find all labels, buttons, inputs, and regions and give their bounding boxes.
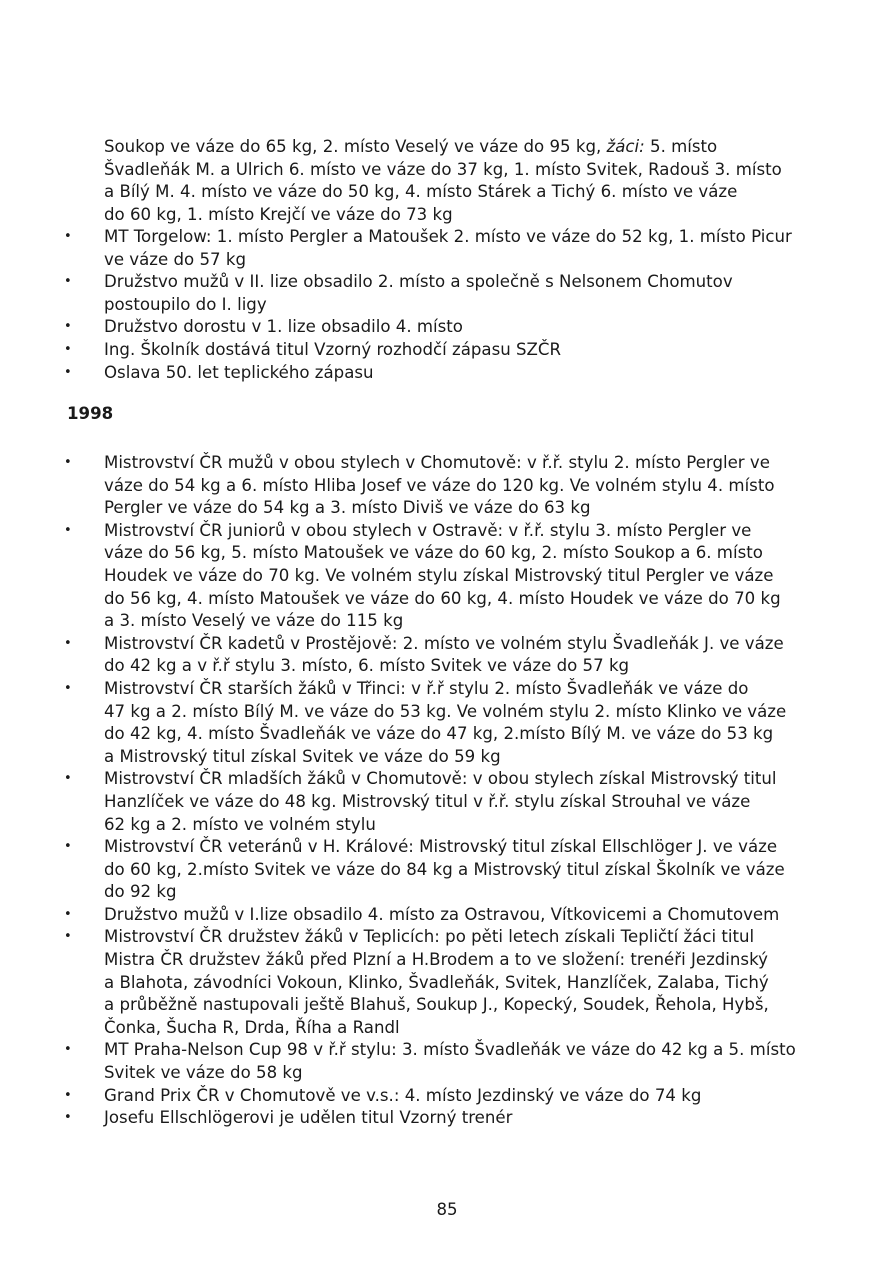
text-line: Oslava 50. let teplického zápasu <box>104 362 374 382</box>
list-item <box>64 836 834 904</box>
text-line: Mistrovství ČR juniorů v obou stylech v Ostravě: v ř.ř. stylu 3. místo Pergler ve <box>104 520 752 540</box>
bullet-icon: • <box>64 1110 72 1126</box>
text-line: Mistrovství ČR mladších žáků v Chomutově: v obou stylech získal Mistrovský titul <box>104 769 777 789</box>
list-item <box>64 339 834 362</box>
list-item <box>64 678 834 768</box>
text-line: Josefu Ellschlögerovi je udělen titul Vzorný trenér <box>104 1108 513 1128</box>
text-line: 47 kg a 2. místo Bílý M. ve váze do 53 kg. Ve volném stylu 2. místo Klinko ve váze <box>104 701 787 721</box>
text-line: a průběžně nastupovali ještě Blahuš, Soukup J., Kopecký, Soudek, Řehola, Hybš, <box>104 995 769 1015</box>
text-line: 62 kg a 2. místo ve volném stylu <box>104 814 376 834</box>
bullet-icon: • <box>64 1087 72 1103</box>
text-line: Soukop ve váze do 65 kg, 2. místo Veselý ve váze do 95 kg, žáci: 5. místo <box>104 137 718 156</box>
list-item <box>64 633 834 678</box>
text-line: Mistrovství ČR kadetů v Prostějově: 2. místo ve volném stylu Švadleňák J. ve váze <box>104 633 784 653</box>
bullet-icon: • <box>64 771 72 787</box>
text-line: a 3. místo Veselý ve váze do 115 kg <box>104 611 404 631</box>
list-item <box>64 271 834 316</box>
bullet-icon: • <box>64 319 72 335</box>
text-line: do 92 kg <box>104 882 177 902</box>
text-line: do 60 kg, 1. místo Krejčí ve váze do 73 kg <box>104 204 453 224</box>
text-line: a Blahota, závodníci Vokoun, Klinko, Švadleňák, Svitek, Hanzlíček, Zalaba, Tichý <box>104 972 769 992</box>
list-item <box>64 226 834 271</box>
bullet-icon: • <box>64 274 72 290</box>
text-line: Mistrovství ČR starších žáků v Třinci: v ř.ř stylu 2. místo Švadleňák ve váze do <box>104 678 749 698</box>
text-line: Hanzlíček ve váze do 48 kg. Mistrovský titul v ř.ř. stylu získal Strouhal ve váze <box>104 791 751 811</box>
text-line: Ing. Školník dostává titul Vzorný rozhodčí zápasu SZČR <box>104 339 562 359</box>
text-line: Houdek ve váze do 70 kg. Ve volném stylu získal Mistrovský titul Pergler ve váze <box>104 565 774 585</box>
bullet-icon: • <box>64 635 72 651</box>
text-line: Pergler ve váze do 54 kg a 3. místo Diviš ve váze do 63 kg <box>104 498 591 518</box>
text-line: váze do 56 kg, 5. místo Matoušek ve váze do 60 kg, 2. místo Soukop a 6. místo <box>104 543 763 563</box>
text-line: Švadleňák M. a Ulrich 6. místo ve váze do 37 kg, 1. místo Svitek, Radouš 3. místo <box>104 159 782 179</box>
achievements-list-1998 <box>64 452 834 1130</box>
list-item <box>64 926 834 1039</box>
bullet-icon: • <box>64 341 72 357</box>
list-item <box>64 362 834 385</box>
list-item <box>64 1085 834 1108</box>
text-line: Mistrovství ČR mužů v obou stylech v Chomutově: v ř.ř. stylu 2. místo Pergler ve <box>104 453 770 472</box>
text-line: do 42 kg a v ř.ř stylu 3. místo, 6. místo Svitek ve váze do 57 kg <box>104 656 630 676</box>
year-heading: 1998 <box>67 404 114 423</box>
bullet-icon: • <box>64 455 72 470</box>
text-line: a Mistrovský titul získal Svitek ve váze do 59 kg <box>104 746 501 766</box>
list-item <box>64 1039 834 1084</box>
list-item <box>64 316 834 339</box>
list-item <box>64 1107 834 1130</box>
bullet-icon: • <box>64 522 72 538</box>
text-line: Družstvo mužů v II. lize obsadilo 2. místo a společně s Nelsonem Chomutov <box>104 272 733 292</box>
list-item <box>64 768 834 836</box>
bullet-icon: • <box>64 680 72 696</box>
bullet-icon: • <box>64 839 72 855</box>
text-line: ve váze do 57 kg <box>104 249 246 269</box>
page-number: 85 <box>436 1200 458 1219</box>
bullet-icon: • <box>64 229 72 244</box>
bullet-icon: • <box>64 929 72 945</box>
text-line: váze do 54 kg a 6. místo Hliba Josef ve váze do 120 kg. Ve volném stylu 4. místo <box>104 475 775 495</box>
text-line: Svitek ve váze do 58 kg <box>104 1063 303 1083</box>
text-line: do 56 kg, 4. místo Matoušek ve váze do 60 kg, 4. místo Houdek ve váze do 70 kg <box>104 588 781 608</box>
text-line: a Bílý M. 4. místo ve váze do 50 kg, 4. místo Stárek a Tichý 6. místo ve váze <box>104 182 738 202</box>
bullet-icon: • <box>64 364 72 380</box>
text-line: Mistrovství ČR družstev žáků v Teplicích: po pěti letech získali Tepličtí žáci titul <box>104 927 755 947</box>
list-item <box>64 452 834 520</box>
achievements-list-1997 <box>64 226 834 384</box>
bullet-icon: • <box>64 1042 72 1058</box>
text-line: Grand Prix ČR v Chomutově ve v.s.: 4. místo Jezdinský ve váze do 74 kg <box>104 1085 702 1105</box>
text-line: MT Praha-Nelson Cup 98 v ř.ř stylu: 3. místo Švadleňák ve váze do 42 kg a 5. místo <box>104 1040 796 1060</box>
continuation-paragraph <box>104 136 834 226</box>
text-line: Mistrovství ČR veteránů v H. Králové: Mistrovský titul získal Ellschlöger J. ve váze <box>104 837 778 857</box>
text-line: MT Torgelow: 1. místo Pergler a Matoušek 2. místo ve váze do 52 kg, 1. místo Picur <box>104 227 792 246</box>
text-line: do 42 kg, 4. místo Švadleňák ve váze do 47 kg, 2.místo Bílý M. ve váze do 53 kg <box>104 724 774 744</box>
bullet-icon: • <box>64 906 72 922</box>
text-line: Družstvo dorostu v 1. lize obsadilo 4. místo <box>104 317 463 337</box>
text-line: Mistra ČR družstev žáků před Plzní a H.Brodem a to ve složení: trenéři Jezdinský <box>104 950 768 970</box>
text-line: Družstvo mužů v I.lize obsadilo 4. místo za Ostravou, Vítkovicemi a Chomutovem <box>104 904 780 924</box>
list-item <box>64 904 834 927</box>
list-item <box>64 520 834 633</box>
text-line: Čonka, Šucha R, Drda, Říha a Randl <box>104 1017 400 1037</box>
text-line: do 60 kg, 2.místo Svitek ve váze do 84 kg a Mistrovský titul získal Školník ve váze <box>104 859 785 879</box>
text-line: postoupilo do I. ligy <box>104 294 267 314</box>
